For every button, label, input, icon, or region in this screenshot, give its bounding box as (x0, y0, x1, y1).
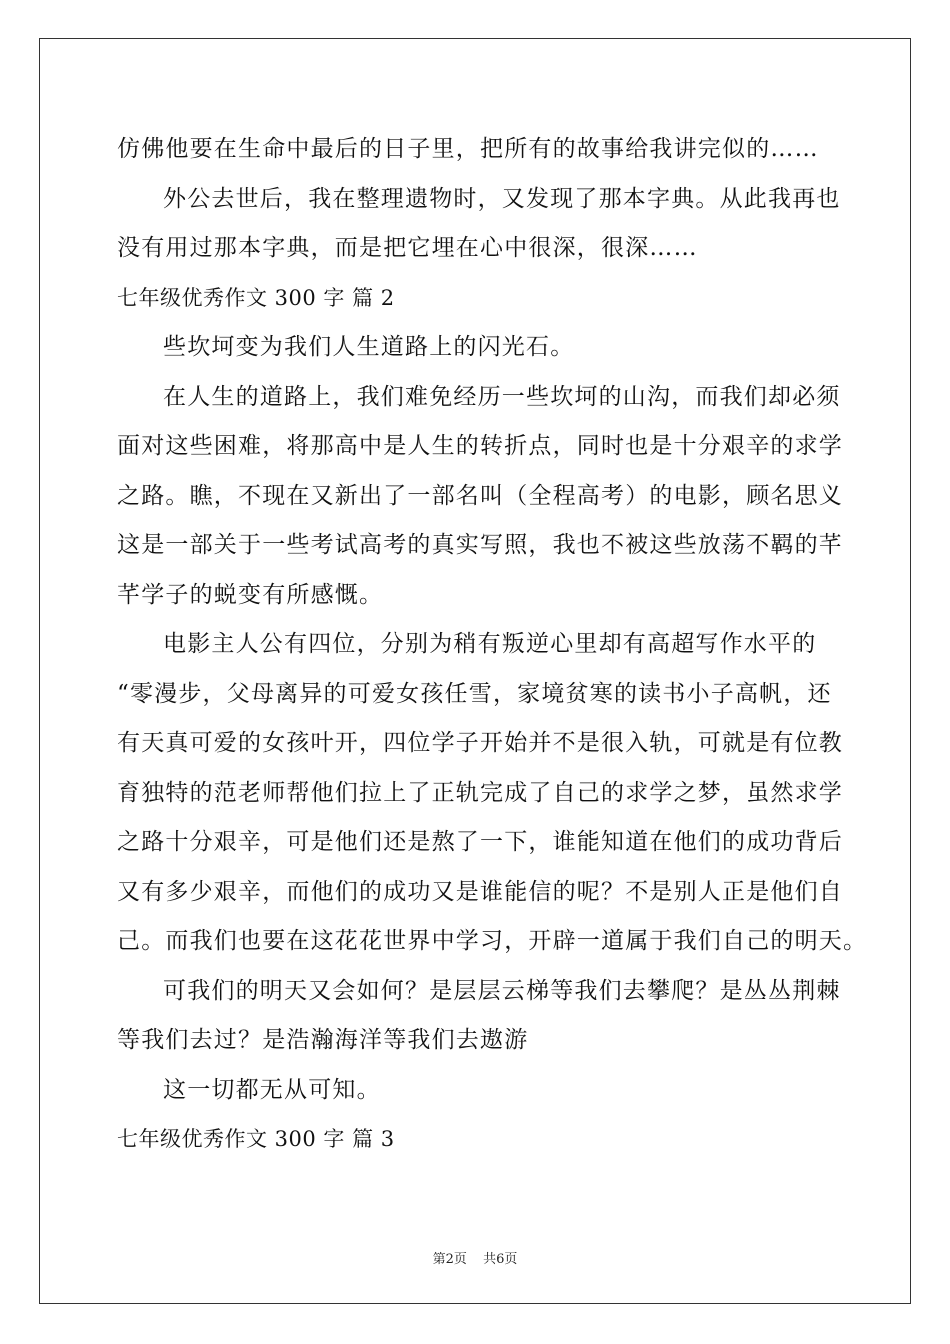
document-body (117, 125, 868, 1165)
paragraph-line: 等我们去过？是浩瀚海洋等我们去遨游 (117, 1027, 529, 1053)
paragraph-line: “零漫步，父母离异的可爱女孩任雪，家境贫寒的读书小子高帆，还 (117, 680, 832, 707)
paragraph-line: 电影主人公有四位，分别为稍有叛逆心里却有高超写作水平的 (163, 631, 817, 657)
paragraph-line: 没有用过那本字典，而是把它埋在心中很深，很深…… (117, 235, 698, 261)
paragraph-line: 面对这些困难，将那高中是人生的转折点，同时也是十分艰辛的求学 (117, 433, 843, 459)
paragraph-line: 些坎坷变为我们人生道路上的闪光石。 (163, 334, 575, 360)
paragraph-line: 仿佛他要在生命中最后的日子里，把所有的故事给我讲完似的…… (117, 136, 819, 162)
section-heading: 七年级优秀作文 300 字 篇 2 (117, 285, 395, 310)
paragraph-line: 之路。瞧，不现在又新出了一部名叫（全程高考）的电影，顾名思义 (117, 482, 843, 509)
paragraph-line: 育独特的范老师帮他们拉上了正轨完成了自己的求学之梦，虽然求学 (117, 779, 843, 806)
paragraph-line: 又有多少艰辛，而他们的成功又是谁能信的呢？不是别人正是他们自 (117, 878, 843, 905)
paragraph-line: 之路十分艰辛，可是他们还是熬了一下，谁能知道在他们的成功背后 (117, 829, 843, 855)
paragraph-line: 可我们的明天又会如何？是层层云梯等我们去攀爬？是丛丛荆棘 (163, 977, 841, 1004)
page-number: 第2页 (432, 1252, 467, 1267)
paragraph-line: 芊学子的蜕变有所感慨。 (117, 581, 384, 608)
paragraph-line: 己。而我们也要在这花花世界中学习，开辟一道属于我们自己的明天。 (117, 928, 868, 954)
paragraph-line: 这是一部关于一些考试高考的真实写照，我也不被这些放荡不羁的芊 (117, 532, 843, 558)
page-footer (0, 1248, 950, 1267)
page-total: 共6页 (483, 1252, 518, 1267)
paragraph-line: 有天真可爱的女孩叶开，四位学子开始并不是很入轨，可就是有位教 (117, 730, 843, 756)
paragraph-line: 这一切都无从可知。 (163, 1076, 381, 1103)
section-heading: 七年级优秀作文 300 字 篇 3 (117, 1127, 395, 1151)
paragraph-line: 在人生的道路上，我们难免经历一些坎坷的山沟，而我们却必须 (163, 383, 841, 410)
paragraph-line: 外公去世后，我在整理遗物时，又发现了那本字典。从此我再也 (163, 185, 841, 212)
